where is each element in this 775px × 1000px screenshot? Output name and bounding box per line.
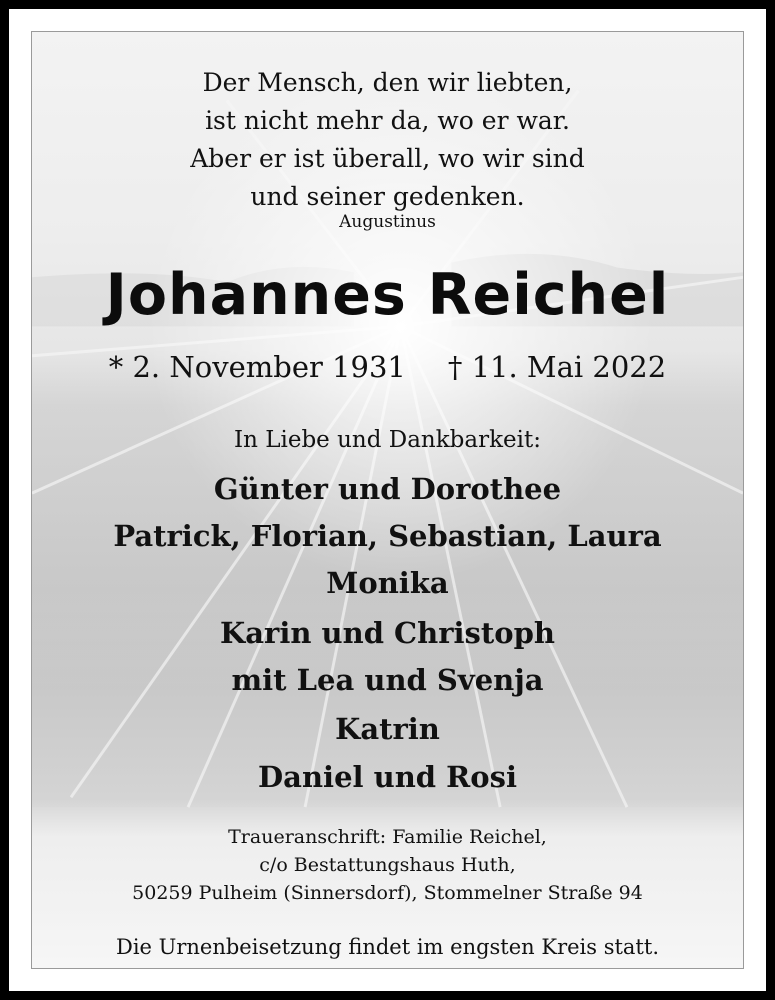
mourner-name: Günter und Dorothee [213,472,562,506]
mourner-name: Patrick, Florian, Sebastian, Laura [113,519,662,553]
mourners-intro: In Liebe und Dankbarkeit: [234,427,541,453]
deceased-name: Johannes Reichel [105,262,670,328]
address-line: Traueranschrift: Familie Reichel, [228,826,547,848]
burial-note: Die Urnenbeisetzung findet im engsten Kreis statt. [115,935,659,959]
birth-date: * 2. November 1931 [108,350,406,384]
quote-line: Der Mensch, den wir liebten, [202,68,573,97]
address-line: 50259 Pulheim (Sinnersdorf), Stommelner Straße 94 [132,882,643,904]
quote-author: Augustinus [339,212,436,232]
mourner-name: mit Lea und Svenja [231,663,544,697]
mourner-name: Daniel und Rosi [258,760,517,794]
quote-line: und seiner gedenken. [250,182,525,211]
background-panel [31,31,744,969]
mourner-name: Monika [326,566,449,600]
mourner-name: Katrin [335,712,440,746]
mourner-name: Karin und Christoph [220,616,555,650]
death-date: † 11. Mai 2022 [447,350,667,384]
life-dates [32,350,743,384]
quote-line: ist nicht mehr da, wo er war. [205,106,570,135]
address-line: c/o Bestattungshaus Huth, [259,854,516,876]
quote-line: Aber er ist überall, wo wir sind [190,144,585,173]
